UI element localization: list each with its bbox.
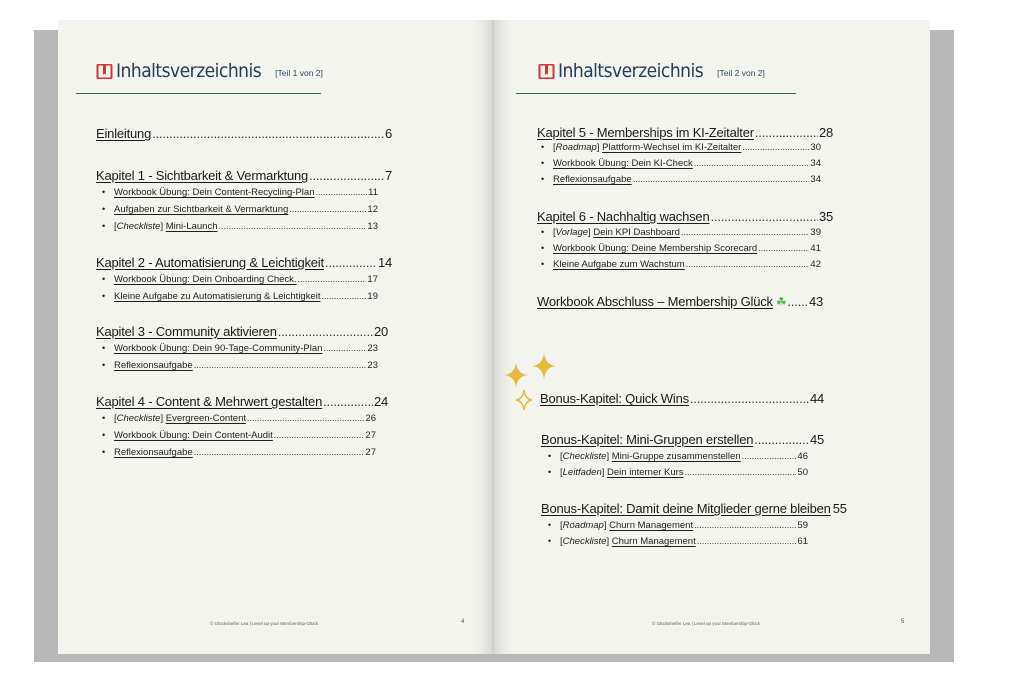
toc-subentry-label: Workbook Übung: Deine Membership Scorecard — [553, 243, 758, 254]
toc-subentry[interactable]: • [ Vorlage ] Dein KPI Dashboard ..... 39 — [541, 227, 821, 238]
leader-dots — [690, 391, 809, 406]
toc-subentry[interactable] — [102, 447, 376, 458]
toc-entry-kapitel-4[interactable] — [96, 394, 388, 409]
toc-subentry[interactable]: • [ Checkliste ] Mini-Launch ..... 13 — [102, 221, 378, 232]
toc-subentry-label: Mini-Gruppe zusammenstellen — [611, 451, 741, 462]
toc-subentry-tag: Checkliste — [562, 451, 607, 462]
leader-dots — [685, 467, 797, 477]
toc-subentry-label: Plattform-Wechsel im KI-Zeitalter — [602, 142, 742, 153]
leader-dots — [323, 343, 366, 353]
toc-subentry[interactable] — [541, 259, 821, 270]
clover-icon: ☘ — [775, 295, 787, 309]
leader-dots — [697, 536, 797, 546]
toc-entry-title: Kapitel 5 - Memberships im KI-Zeitalter — [537, 125, 754, 140]
toc-subentry-label: Dein interner Kurs — [607, 467, 684, 478]
toc-subentry-page: 42 — [810, 259, 821, 270]
leader-dots — [694, 158, 810, 168]
leader-dots — [278, 324, 373, 339]
toc-subentry-page: 26 — [365, 413, 376, 424]
toc-subentry-page: 50 — [797, 467, 808, 478]
toc-entry-page: 6 — [384, 126, 392, 141]
toc-entry-title: Bonus-Kapitel: Damit deine Mitglieder gerne bleiben — [541, 501, 831, 516]
toc-subentry-label: Workbook Übung: Dein Content-Audit — [114, 430, 273, 441]
toc-entry-bonus-mitglieder[interactable] — [541, 501, 847, 516]
toc-subentry[interactable] — [102, 204, 378, 215]
bullet: • — [102, 413, 106, 423]
toc-subentry-label: Kleine Aufgabe zu Automatisierung & Leichtigkeit — [114, 291, 321, 302]
toc-subentry[interactable]: • [ Roadmap ] Churn Management ..... 59 — [548, 520, 808, 531]
leader-dots — [298, 274, 367, 284]
toc-subentry[interactable] — [102, 291, 378, 302]
toc-subentry-page: 59 — [797, 520, 808, 531]
toc-subentry-tag: Roadmap — [562, 520, 604, 531]
toc-subentry-tag: Vorlage — [555, 227, 589, 238]
leader-dots — [219, 221, 367, 231]
toc-entry-page: 45 — [809, 432, 824, 447]
toc-subentry-label: Workbook Übung: Dein Onboarding Check. — [114, 274, 297, 285]
leader-dots — [694, 520, 796, 530]
leader-dots — [194, 360, 367, 370]
toc-subentry-tag: Checkliste — [116, 221, 161, 232]
toc-subentry-label: Evergreen-Content — [165, 413, 247, 424]
toc-subentry-page: 61 — [797, 536, 808, 547]
bullet: • — [548, 467, 552, 477]
toc-part-label: [Teil 2 von 2] — [717, 68, 765, 78]
toc-subentry-page: 39 — [810, 227, 821, 238]
toc-subentry-page: 34 — [810, 174, 821, 185]
leader-dots — [325, 255, 377, 270]
toc-entry-kapitel-1[interactable] — [96, 168, 392, 183]
toc-entry-page: 55 — [832, 501, 847, 516]
toc-entry-page: 35 — [818, 209, 833, 224]
toc-subentry-page: 12 — [367, 204, 378, 215]
toc-entry-page: 20 — [373, 324, 388, 339]
leader-dots — [323, 394, 373, 409]
leader-dots — [742, 142, 809, 152]
bullet: • — [541, 259, 545, 269]
toc-subentry-label: Reflexionsaufgabe — [114, 360, 193, 371]
toc-subentry-tag: Leitfaden — [562, 467, 602, 478]
toc-subentry-page: 19 — [367, 291, 378, 302]
leader-dots — [711, 209, 818, 224]
leader-dots — [194, 447, 365, 457]
bullet: • — [102, 343, 106, 353]
toc-entry-kapitel-6[interactable] — [537, 209, 833, 224]
leader-dots — [681, 227, 809, 237]
right-page — [493, 20, 930, 654]
toc-subentry[interactable]: • [ Checkliste ] Evergreen-Content ..... 26 — [102, 413, 376, 424]
right-page-header — [538, 60, 765, 82]
leader-dots — [686, 259, 810, 269]
toc-subentry[interactable]: • [ Checkliste ] Mini-Gruppe zusammenstellen ..... 46 — [548, 451, 808, 462]
toc-entry-title: Bonus-Kapitel: Mini-Gruppen erstellen — [541, 432, 754, 447]
header-rule — [516, 93, 796, 94]
toc-entry-bonus-quick-wins[interactable] — [540, 391, 824, 406]
toc-subentry-label: Churn Management — [611, 536, 696, 547]
toc-subentry-page: 41 — [810, 243, 821, 254]
toc-subentry-page: 17 — [367, 274, 378, 285]
toc-entry-title: Kapitel 1 - Sichtbarkeit & Vermarktung — [96, 168, 309, 183]
toc-subentry-page: 23 — [367, 343, 378, 354]
toc-subentry[interactable] — [541, 243, 821, 254]
toc-subentry-label: Mini-Launch — [165, 221, 218, 232]
toc-entry-page: 43 — [808, 294, 823, 309]
toc-subentry-page: 27 — [365, 447, 376, 458]
bullet: • — [102, 187, 106, 197]
book-spine — [492, 20, 494, 654]
toc-subentry-page: 23 — [367, 360, 378, 371]
bookmark-book-icon — [538, 63, 555, 80]
toc-part-label: [Teil 1 von 2] — [275, 68, 323, 78]
toc-entry-page: 28 — [818, 125, 833, 140]
leader-dots — [755, 125, 818, 140]
toc-subentry[interactable] — [541, 174, 821, 185]
bullet: • — [541, 174, 545, 184]
bullet: • — [102, 430, 106, 440]
toc-title: Inhaltsverzeichnis — [116, 60, 262, 82]
toc-entry-page: 44 — [809, 391, 824, 406]
toc-subentry-label: Kleine Aufgabe zum Wachstum — [553, 259, 685, 270]
toc-subentry[interactable] — [102, 430, 376, 441]
toc-entry-page: 24 — [373, 394, 388, 409]
toc-subentry-label: Workbook Übung: Dein KI-Check — [553, 158, 693, 169]
toc-subentry[interactable] — [541, 158, 821, 169]
left-page-header — [96, 60, 323, 82]
bullet: • — [102, 204, 106, 214]
toc-entry-page: 14 — [377, 255, 392, 270]
bullet: • — [102, 447, 106, 457]
toc-subentry-label: Reflexionsaufgabe — [114, 447, 193, 458]
bookmark-book-icon — [96, 63, 113, 80]
toc-entry-title: Kapitel 6 - Nachhaltig wachsen — [537, 209, 710, 224]
toc-entry-einleitung[interactable] — [96, 126, 392, 141]
toc-subentry-tag: Checkliste — [562, 536, 607, 547]
toc-entry-title: Bonus-Kapitel: Quick Wins — [540, 391, 689, 406]
toc-title: Inhaltsverzeichnis — [558, 60, 704, 82]
leader-dots — [758, 243, 809, 253]
toc-entry-title: Einleitung — [96, 126, 152, 141]
toc-subentry-page: 13 — [367, 221, 378, 232]
leader-dots — [315, 187, 367, 197]
toc-subentry-label: Workbook Übung: Dein 90-Tage-Community-Plan — [114, 343, 323, 354]
bullet: • — [102, 274, 106, 284]
page-number: 5 — [901, 619, 905, 625]
leader-dots — [309, 168, 384, 183]
page-footer: © Glückshelfer Lea | Level up your Membership-Glück — [210, 621, 319, 626]
toc-subentry-tag: Checkliste — [116, 413, 161, 424]
bullet: • — [102, 360, 106, 370]
toc-subentry-label: Churn Management — [609, 520, 694, 531]
toc-subentry-page: 30 — [810, 142, 821, 153]
toc-entry-kapitel-2[interactable] — [96, 255, 392, 270]
toc-entry-kapitel-5[interactable] — [537, 125, 833, 140]
leader-dots — [322, 291, 367, 301]
toc-subentry-page: 27 — [365, 430, 376, 441]
toc-subentry[interactable] — [102, 343, 378, 354]
bullet: • — [541, 243, 545, 253]
bullet: • — [102, 221, 106, 231]
bullet: • — [548, 520, 552, 530]
toc-subentry-tag: Roadmap — [555, 142, 597, 153]
toc-entry-bonus-mini-gruppen[interactable] — [541, 432, 824, 447]
toc-subentry-page: 46 — [797, 451, 808, 462]
page-footer: © Glückshelfer Lea | Level up your Membership-Glück — [652, 621, 761, 626]
leader-dots — [742, 451, 797, 461]
bullet: • — [548, 451, 552, 461]
toc-entry-title: Kapitel 2 - Automatisierung & Leichtigkeit — [96, 255, 324, 270]
toc-entry-title: Kapitel 4 - Content & Mehrwert gestalten — [96, 394, 323, 409]
leader-dots — [787, 294, 808, 309]
leader-dots — [247, 413, 364, 423]
toc-subentry[interactable] — [102, 274, 378, 285]
page-number: 4 — [461, 619, 465, 625]
bullet: • — [541, 227, 545, 237]
bullet: • — [102, 291, 106, 301]
leader-dots — [633, 174, 810, 184]
toc-subentry-page: 11 — [368, 187, 378, 198]
leader-dots — [274, 430, 365, 440]
bullet: • — [541, 158, 545, 168]
header-rule — [76, 93, 321, 94]
toc-subentry-label: Workbook Übung: Dein Content-Recycling-Plan — [114, 187, 315, 198]
toc-subentry[interactable]: • [ Roadmap ] Plattform-Wechsel im KI-Zeitalter ..... 30 — [541, 142, 821, 153]
toc-subentry[interactable]: • [ Leitfaden ] Dein interner Kurs ..... 50 — [548, 467, 808, 478]
toc-entry-title: Workbook Abschluss – Membership Glück — [537, 294, 773, 309]
toc-subentry-page: 34 — [810, 158, 821, 169]
bullet: • — [548, 536, 552, 546]
toc-entry-workbook-abschluss[interactable] — [537, 294, 823, 309]
leader-dots — [152, 126, 384, 141]
toc-subentry-label: Aufgaben zur Sichtbarkeit & Vermarktung — [114, 204, 289, 215]
bullet: • — [541, 142, 545, 152]
toc-subentry[interactable]: • [ Checkliste ] Churn Management ..... 61 — [548, 536, 808, 547]
leader-dots — [754, 432, 809, 447]
toc-subentry-label: Dein KPI Dashboard — [593, 227, 680, 238]
toc-subentry-label: Reflexionsaufgabe — [553, 174, 632, 185]
leader-dots — [289, 204, 366, 214]
toc-entry-title: Kapitel 3 - Community aktivieren — [96, 324, 277, 339]
toc-subentry[interactable] — [102, 360, 378, 371]
toc-entry-page: 7 — [384, 168, 392, 183]
toc-entry-kapitel-3[interactable] — [96, 324, 388, 339]
toc-subentry[interactable] — [102, 187, 378, 198]
